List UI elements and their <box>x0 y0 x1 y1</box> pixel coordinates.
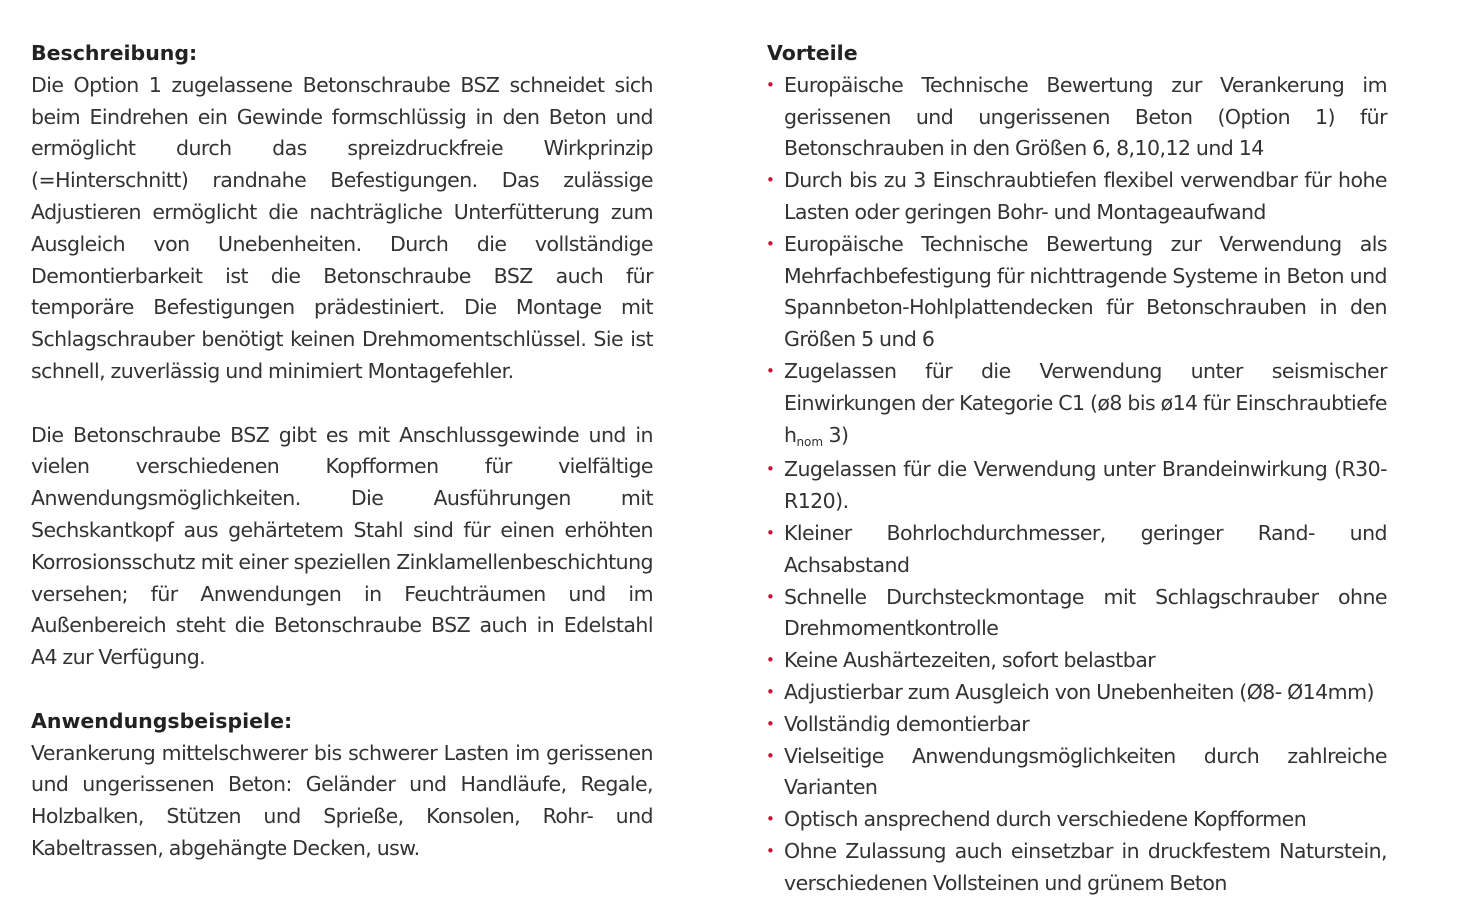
vorteile-item-4-text: Zugelassen für die Verwendung unter seismischer Einwirkungen der Kategorie C1 (ø8 bis ø14 für Einschraubtiefe h <box>784 358 1387 447</box>
vorteile-item-13: • Ohne Zulassung auch einsetzbar in druckfestem Naturstein, verschiedenen Vollsteinen und grünem Beton <box>767 836 1387 900</box>
vorteile-item-12: • Optisch ansprechend durch verschiedene Kopfformen <box>767 804 1387 836</box>
vorteile-item-6: • Kleiner Bohrlochdurchmesser, geringer Rand- und Achsabstand <box>767 518 1387 582</box>
right-column <box>767 38 1387 900</box>
vorteile-item-8: • Keine Aushärtezeiten, sofort belastbar <box>767 645 1387 677</box>
anwendungsbeispiele-paragraph: Verankerung mittelschwerer bis schwerer Lasten im gerissenen und ungerissenen Beton: Geländer und Handläufe, Regale, Holzbalken, Stützen und Sprieße, Konsolen, Rohr- und Kabeltrassen, abgehängte Decken, usw. <box>31 740 653 860</box>
vorteile-item-11: • Vielseitige Anwendungsmöglichkeiten durch zahlreiche Varianten <box>767 741 1387 805</box>
vorteile-item-3: • Europäische Technische Bewertung zur Verwendung als Mehrfachbefestigung für nichttragende Systeme in Beton und Spannbeton-Hohlplattendecken für Betonschrauben in den Größen 5 und 6 <box>767 229 1387 356</box>
vorteile-item-2: • Durch bis zu 3 Einschraubtiefen flexibel verwendbar für hohe Lasten oder geringen Bohr- und Montageaufwand <box>767 165 1387 229</box>
vorteile-item-4 <box>767 356 1387 454</box>
beschreibung-heading: Beschreibung: <box>31 41 198 65</box>
vorteile-item-1: • Europäische Technische Bewertung zur Verankerung im gerissenen und ungerissenen Beton (Option 1) für Betonschrauben in den Größen 6, 8,10,12 und 14 <box>767 70 1387 165</box>
beschreibung-paragraph-1: Die Option 1 zugelassene Betonschraube BSZ schneidet sich beim Eindrehen ein Gewinde formschlüssig in den Beton und ermöglicht durch das spreizdruckfreie Wirkprinzip (=Hinterschnitt) randnahe Befestigungen. Das zulässige Adjustieren ermöglicht die nachträgliche Unterfütterung zum Ausgleich von Unebenheiten. Durch die vollständige Demontierbarkeit ist die Betonschraube BSZ auch für temporäre Befestigungen prädestiniert. Die Montage mit Schlagschrauber benötigt keinen Drehmomentschlüssel. Sie ist schnell, zuverlässig und minimiert Montagefehler. <box>31 72 653 383</box>
vorteile-item-4-text-end: 3) <box>823 422 849 447</box>
anwendungsbeispiele-heading: Anwendungsbeispiele: <box>31 708 293 733</box>
vorteile-list <box>767 70 1387 900</box>
vorteile-item-7: • Schnelle Durchsteckmontage mit Schlagschrauber ohne Drehmomentkontrolle <box>767 582 1387 646</box>
beschreibung-paragraph-2: Die Betonschraube BSZ gibt es mit Anschlussgewinde und in vielen verschiedenen Kopfformen für vielfältige Anwendungsmöglichkeiten. Die Ausführungen mit Sechskantkopf aus gehärtetem Stahl sind für einen erhöhten Korrosionsschutz mit einer speziellen Zinklamellenbeschichtung versehen; für Anwendungen in Feuchträumen und im Außenbereich steht die Betonschraube BSZ auch in Edelstahl A4 zur Verfügung. <box>31 422 653 670</box>
vorteile-heading: Vorteile <box>767 41 858 65</box>
vorteile-item-5: • Zugelassen für die Verwendung unter Brandeinwirkung (R30-R120). <box>767 454 1387 518</box>
vorteile-item-9: • Adjustierbar zum Ausgleich von Unebenheiten (Ø8- Ø14mm) <box>767 677 1387 709</box>
hnom-subscript: nom <box>796 434 824 449</box>
vorteile-item-10: • Vollständig demontierbar <box>767 709 1387 741</box>
section-gap <box>31 674 653 706</box>
paragraph-gap <box>31 388 653 420</box>
left-column <box>31 38 653 865</box>
